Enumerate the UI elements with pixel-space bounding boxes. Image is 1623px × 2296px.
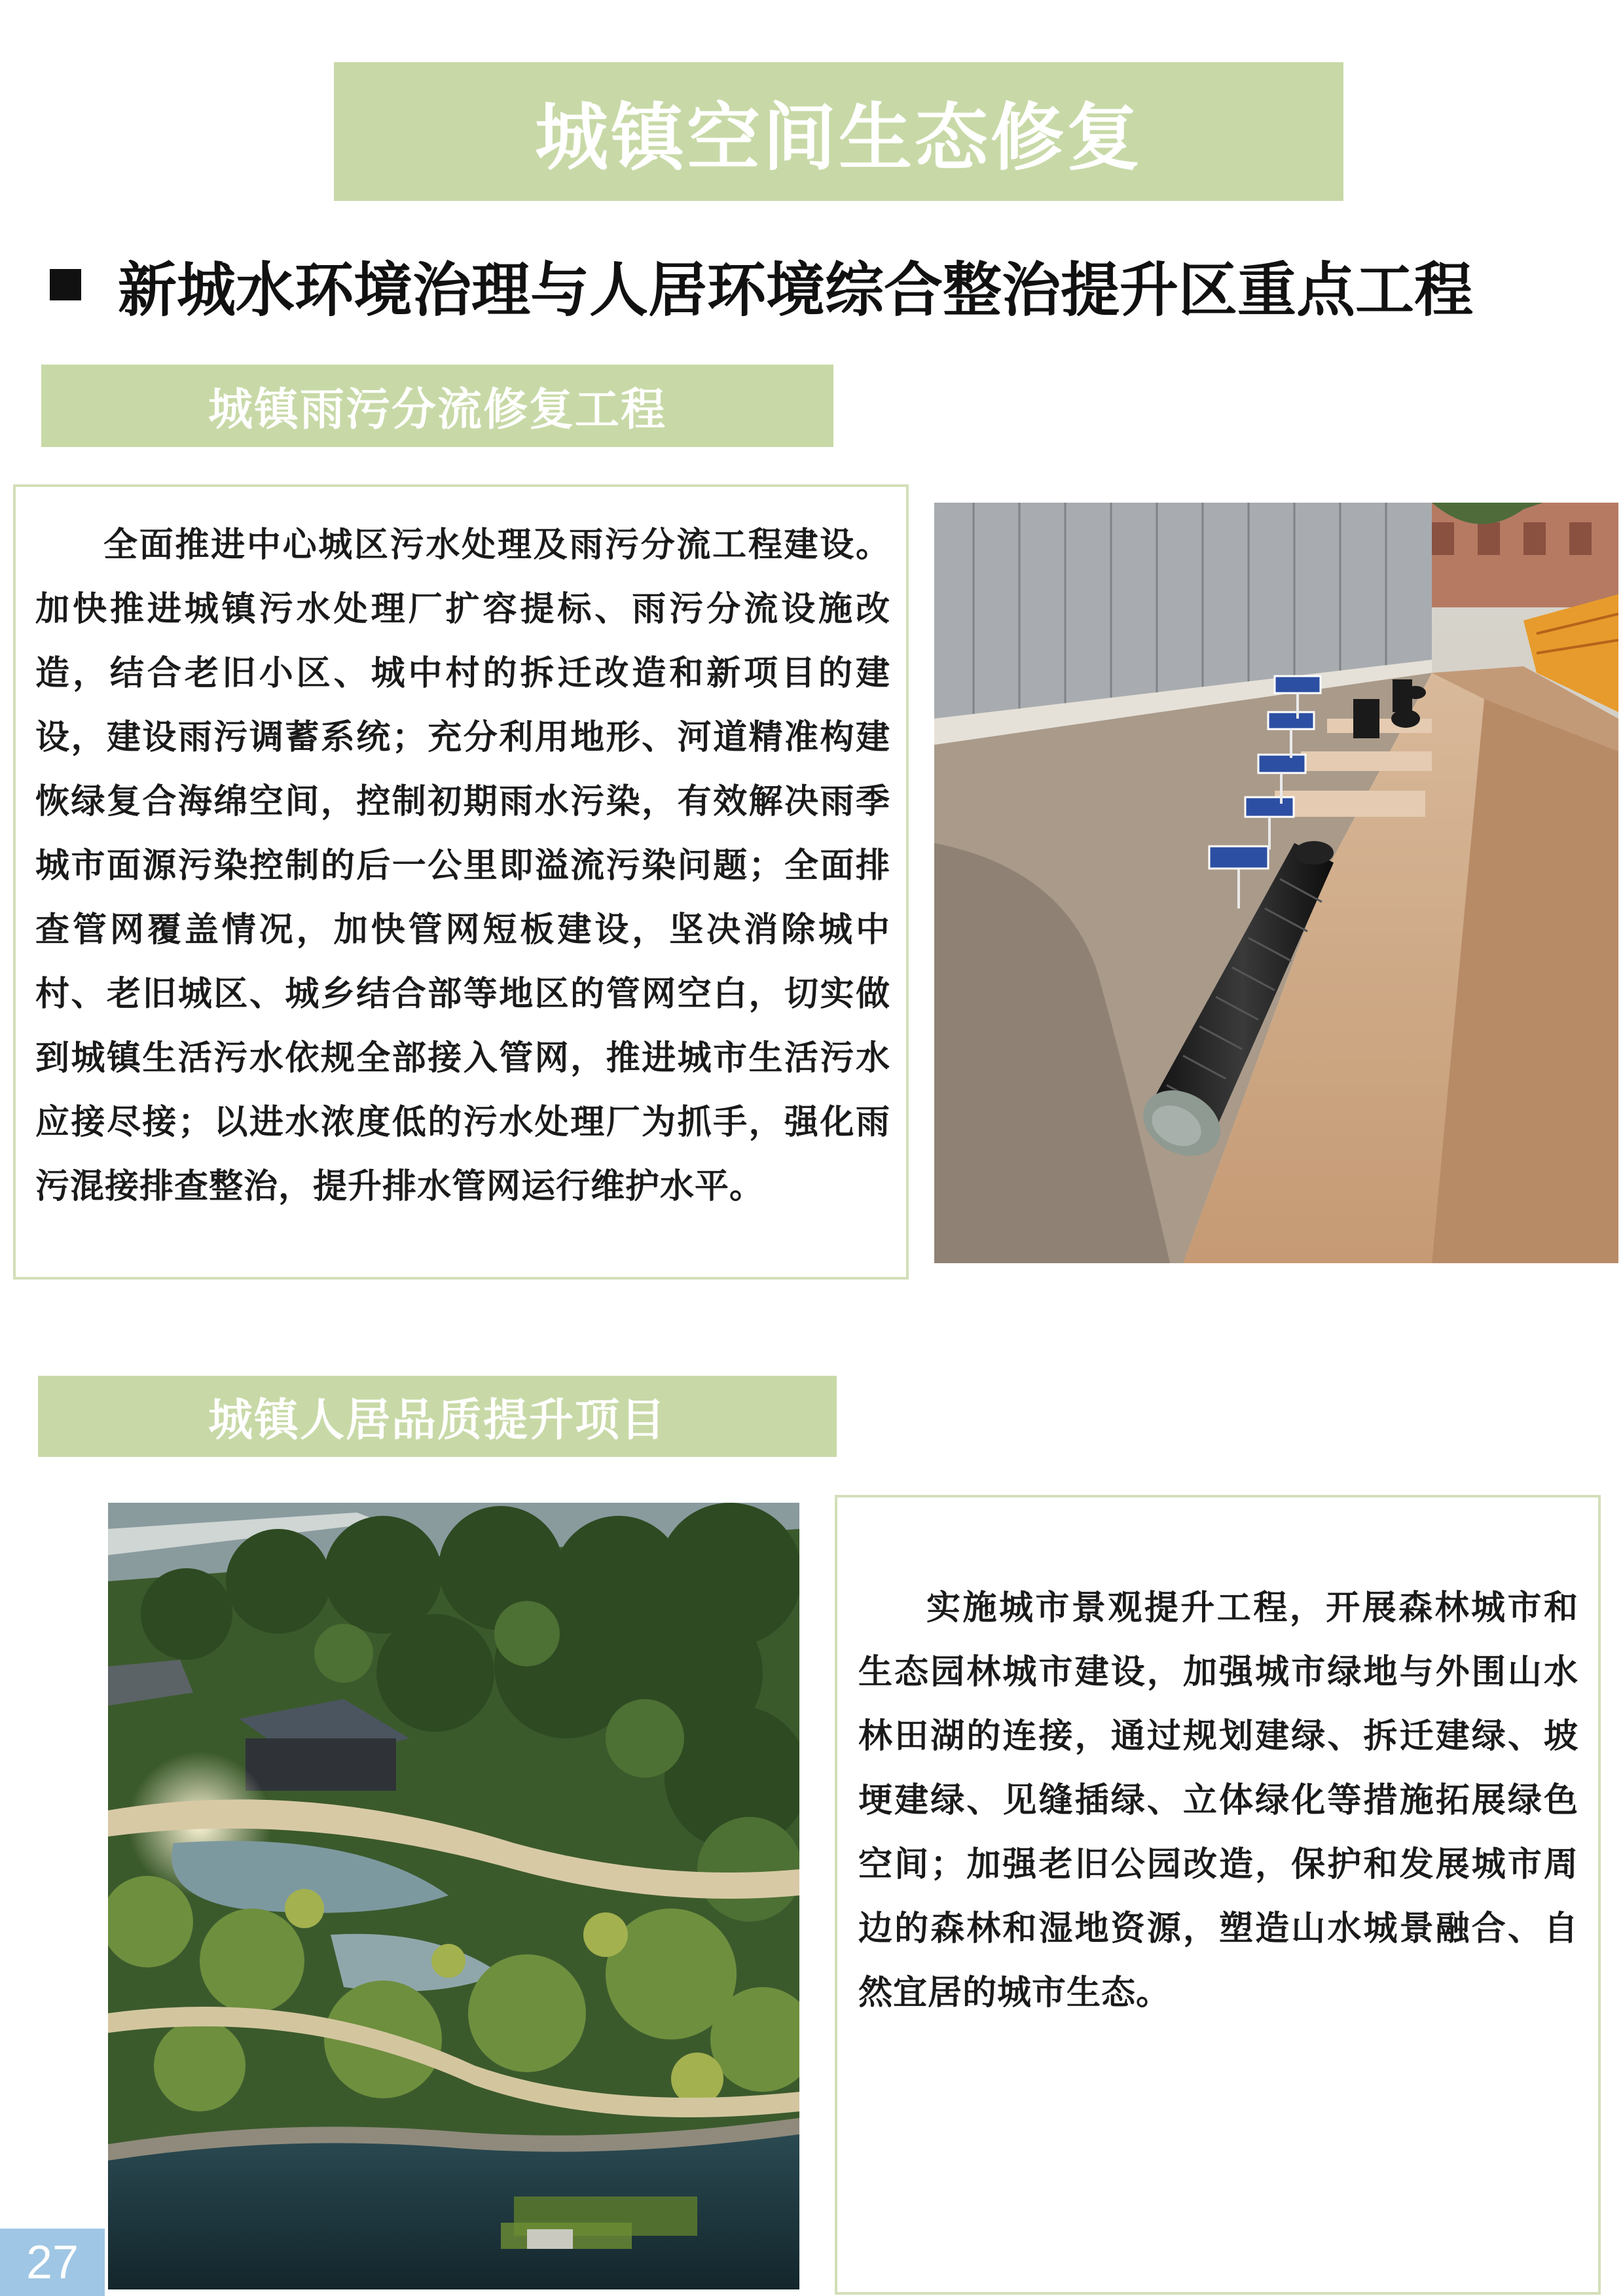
section2-paragraph: 实施城市景观提升工程，开展森林城市和生态园林城市建设，加强城市绿地与外围山水林田湖的连接，通过规划建绿、拆迁建绿、坡埂建绿、见缝插绿、立体绿化等措施拓展绿色空间；加强老旧公园改造，保护和发展城市周边的森林和湿地资源，塑造山水城景融合、自然宜居的城市生态。 xyxy=(858,1588,1578,2013)
section-heading xyxy=(50,242,1595,327)
section1-text-box xyxy=(13,484,909,1280)
page-title: 城镇空间生态修复 xyxy=(535,95,1142,181)
pipe-trench-photo xyxy=(934,503,1618,1263)
wetland-park-aerial-photo xyxy=(108,1503,799,2289)
page-number-badge xyxy=(0,2229,105,2296)
page-banner xyxy=(334,62,1343,201)
section2-label-text: 城镇人居品质提升项目 xyxy=(208,1394,666,1446)
page-number: 27 xyxy=(26,2236,79,2289)
square-bullet-icon xyxy=(50,269,81,300)
section-heading-text: 新城水环境治理与人居环境综合整治提升区重点工程 xyxy=(118,256,1473,325)
section1-label xyxy=(41,365,833,447)
section1-paragraph: 全面推进中心城区污水处理及雨污分流工程建设。加快推进城镇污水处理厂扩容提标、雨污分流设施改造，结合老旧小区、城中村的拆迁改造和新项目的建设，建设雨污调蓄系统；充分利用地形、河道精准构建恢绿复合海绵空间，控制初期雨水污染，有效解决雨季城市面源污染控制的后一公里即溢流污染问题；全面排查管网覆盖情况，加快管网短板建设，坚决消除城中村、老旧城区、城乡结合部等地区的管网空白，切实做到城镇生活污水依规全部接入管网，推进城市生活污水应接尽接；以进水浓度低的污水处理厂为抓手，强化雨污混接排查整治，提升排水管网运行维护水平。 xyxy=(35,526,890,1206)
section1-label-text: 城镇雨污分流修复工程 xyxy=(208,384,666,436)
section2-text-box xyxy=(835,1495,1601,2295)
section2-label xyxy=(38,1376,837,1457)
